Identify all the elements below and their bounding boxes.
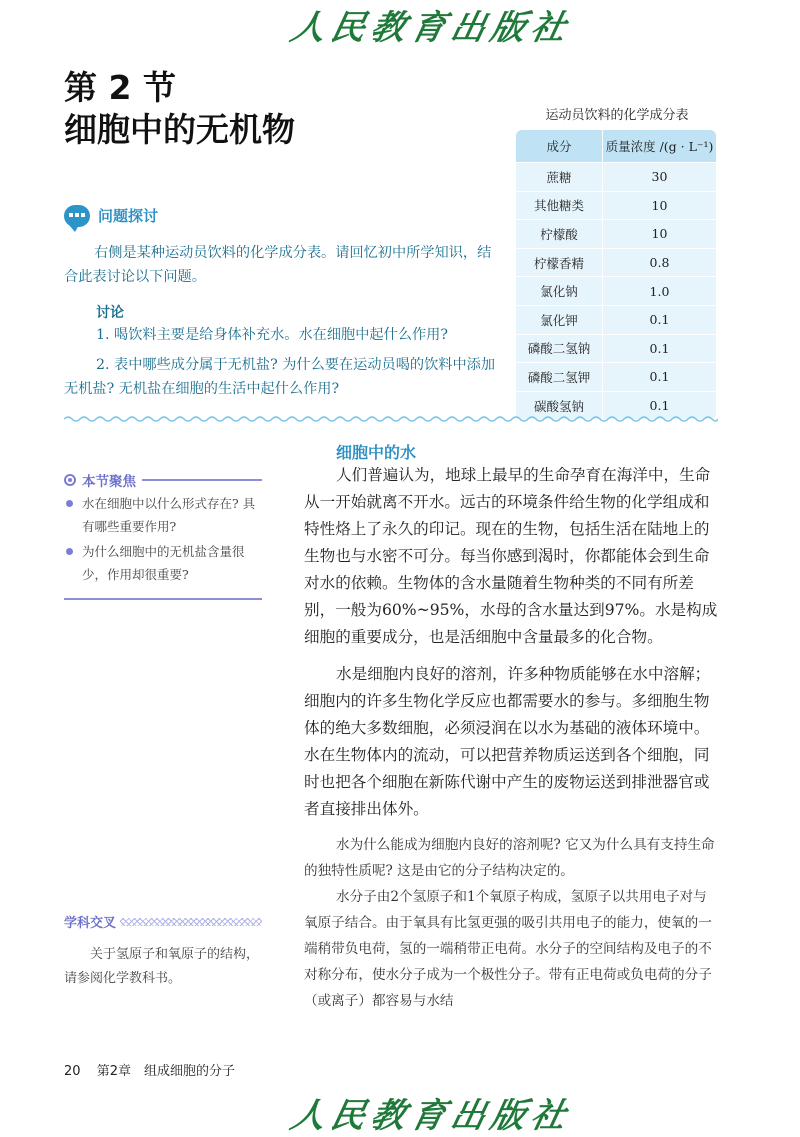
water-paragraph-4: 水分子由2个氢原子和1个氧原子构成，氢原子以共用电子对与氧原子结合。由于氧具有比氢更强的吸引共用电子的能力，使氧的一端稍带负电荷，氢的一端稍带正电荷。水分子的空间结构及电子的不对称分布，使水分子成为一个极性分子。带有正电荷或负电荷的分子（或离子）都容易与水结: [304, 889, 712, 1009]
column-header-component: 成分: [516, 130, 603, 162]
component-name-cell: 磷酸二氢钾: [516, 362, 603, 391]
component-name-cell: 蔗糖: [516, 162, 603, 191]
concentration-cell: 10: [603, 191, 716, 220]
water-paragraph-2: 水是细胞内良好的溶剂，许多种物质能够在水中溶解；细胞内的许多生物化学反应也都需要水的参与。多细胞生物体的绝大多数细胞，必须浸润在以水为基础的液体环境中。水在生物体内的流动，可以把营养物质运送到各个细胞，同时也把各个细胞在新陈代谢中产生的废物运送到排泄器官或者直接排出体外。: [304, 665, 711, 818]
focus-item-text: 为什么细胞中的无机盐含量很少，作用却很重要?: [82, 544, 245, 582]
component-name-cell: 其他糖类: [516, 191, 603, 220]
cross-discipline-text: 关于氢原子和氧原子的结构，请参阅化学教科书。: [64, 947, 260, 986]
table-row: [516, 162, 716, 191]
publisher-logo-bottom: 人民教育出版社: [287, 1096, 576, 1136]
bullet-dot-icon: [66, 500, 73, 507]
focus-title-rule: [142, 479, 262, 481]
bullet-dot-icon: [66, 548, 73, 555]
chapter-label: 第2章 组成细胞的分子: [96, 1064, 235, 1079]
concentration-cell: 0.1: [603, 305, 716, 334]
component-name-cell: 磷酸二氢钠: [516, 334, 603, 363]
component-name-cell: 柠檬香精: [516, 248, 603, 277]
table-header-row: [516, 130, 716, 162]
speech-bubble-icon: [64, 205, 90, 227]
focus-item: [64, 540, 262, 586]
component-name-cell: 柠檬酸: [516, 219, 603, 248]
concentration-cell: 0.8: [603, 248, 716, 277]
component-name-cell: 氯化钠: [516, 276, 603, 305]
section-number: 第 2 节: [64, 68, 176, 107]
wavy-divider: [64, 414, 718, 424]
concentration-cell: 0.1: [603, 391, 716, 420]
focus-target-icon: [64, 474, 76, 486]
concentration-cell: 0.1: [603, 362, 716, 391]
cross-discipline-box: [64, 912, 262, 991]
component-name-cell: 氯化钾: [516, 305, 603, 334]
discussion-label: 讨论: [96, 305, 124, 321]
cross-pattern-rule: [120, 918, 262, 926]
concentration-cell: 0.1: [603, 334, 716, 363]
focus-item: [64, 492, 262, 538]
publisher-logo-top: 人民教育出版社: [287, 8, 576, 48]
table-row: [516, 362, 716, 391]
page-number: 20: [64, 1064, 81, 1079]
focus-item-text: 水在细胞中以什么形式存在? 具有哪些重要作用?: [82, 496, 256, 534]
table-row: [516, 219, 716, 248]
table-caption: 运动员饮料的化学成分表: [545, 108, 689, 123]
column-header-concentration: 质量浓度 /(g · L⁻¹): [603, 130, 716, 162]
focus-bottom-rule: [64, 598, 262, 600]
discussion-question-1: 1. 喝饮料主要是给身体补充水。水在细胞中起什么作用?: [96, 327, 448, 343]
table-row: [516, 191, 716, 220]
section-focus-box: [64, 470, 262, 586]
table-row: [516, 276, 716, 305]
problem-intro: 右侧是某种运动员饮料的化学成分表。请回忆初中所学知识，结合此表讨论以下问题。: [64, 245, 492, 285]
table-row: [516, 305, 716, 334]
water-section-heading: 细胞中的水: [336, 443, 417, 462]
water-paragraph-1: 人们普遍认为，地球上最早的生命孕育在海洋中，生命从一开始就离不开水。远古的环境条件给生物的化学组成和特性烙上了永久的印记。现在的生物，包括生活在陆地上的生物也与水密不可分。每当你感到渴时，你都能体会到生命对水的依赖。生物体的含水量随着生物种类的不同有所差别，一般为60%~95%，水母的含水量达到97%。水是构成细胞的重要成分，也是活细胞中含量最多的化合物。: [304, 466, 718, 646]
concentration-cell: 1.0: [603, 276, 716, 305]
beverage-composition-table: [516, 130, 716, 419]
concentration-cell: 30: [603, 162, 716, 191]
concentration-cell: 10: [603, 219, 716, 248]
component-name-cell: 碳酸氢钠: [516, 391, 603, 420]
discussion-question-2: 2. 表中哪些成分属于无机盐? 为什么要在运动员喝的饮料中添加无机盐? 无机盐在细胞的生活中起什么作用?: [64, 357, 496, 397]
focus-title: 本节聚焦: [82, 474, 136, 490]
problem-heading: 问题探讨: [98, 207, 159, 225]
water-paragraph-3: 水为什么能成为细胞内良好的溶剂呢? 它又为什么具有支持生命的独特性质呢? 这是由它的分子结构决定的。: [304, 837, 715, 879]
page-footer: [64, 1060, 235, 1079]
section-title: 细胞中的无机物: [64, 110, 295, 149]
cross-discipline-title: 学科交叉: [64, 916, 117, 931]
table-row: [516, 248, 716, 277]
table-row: [516, 334, 716, 363]
